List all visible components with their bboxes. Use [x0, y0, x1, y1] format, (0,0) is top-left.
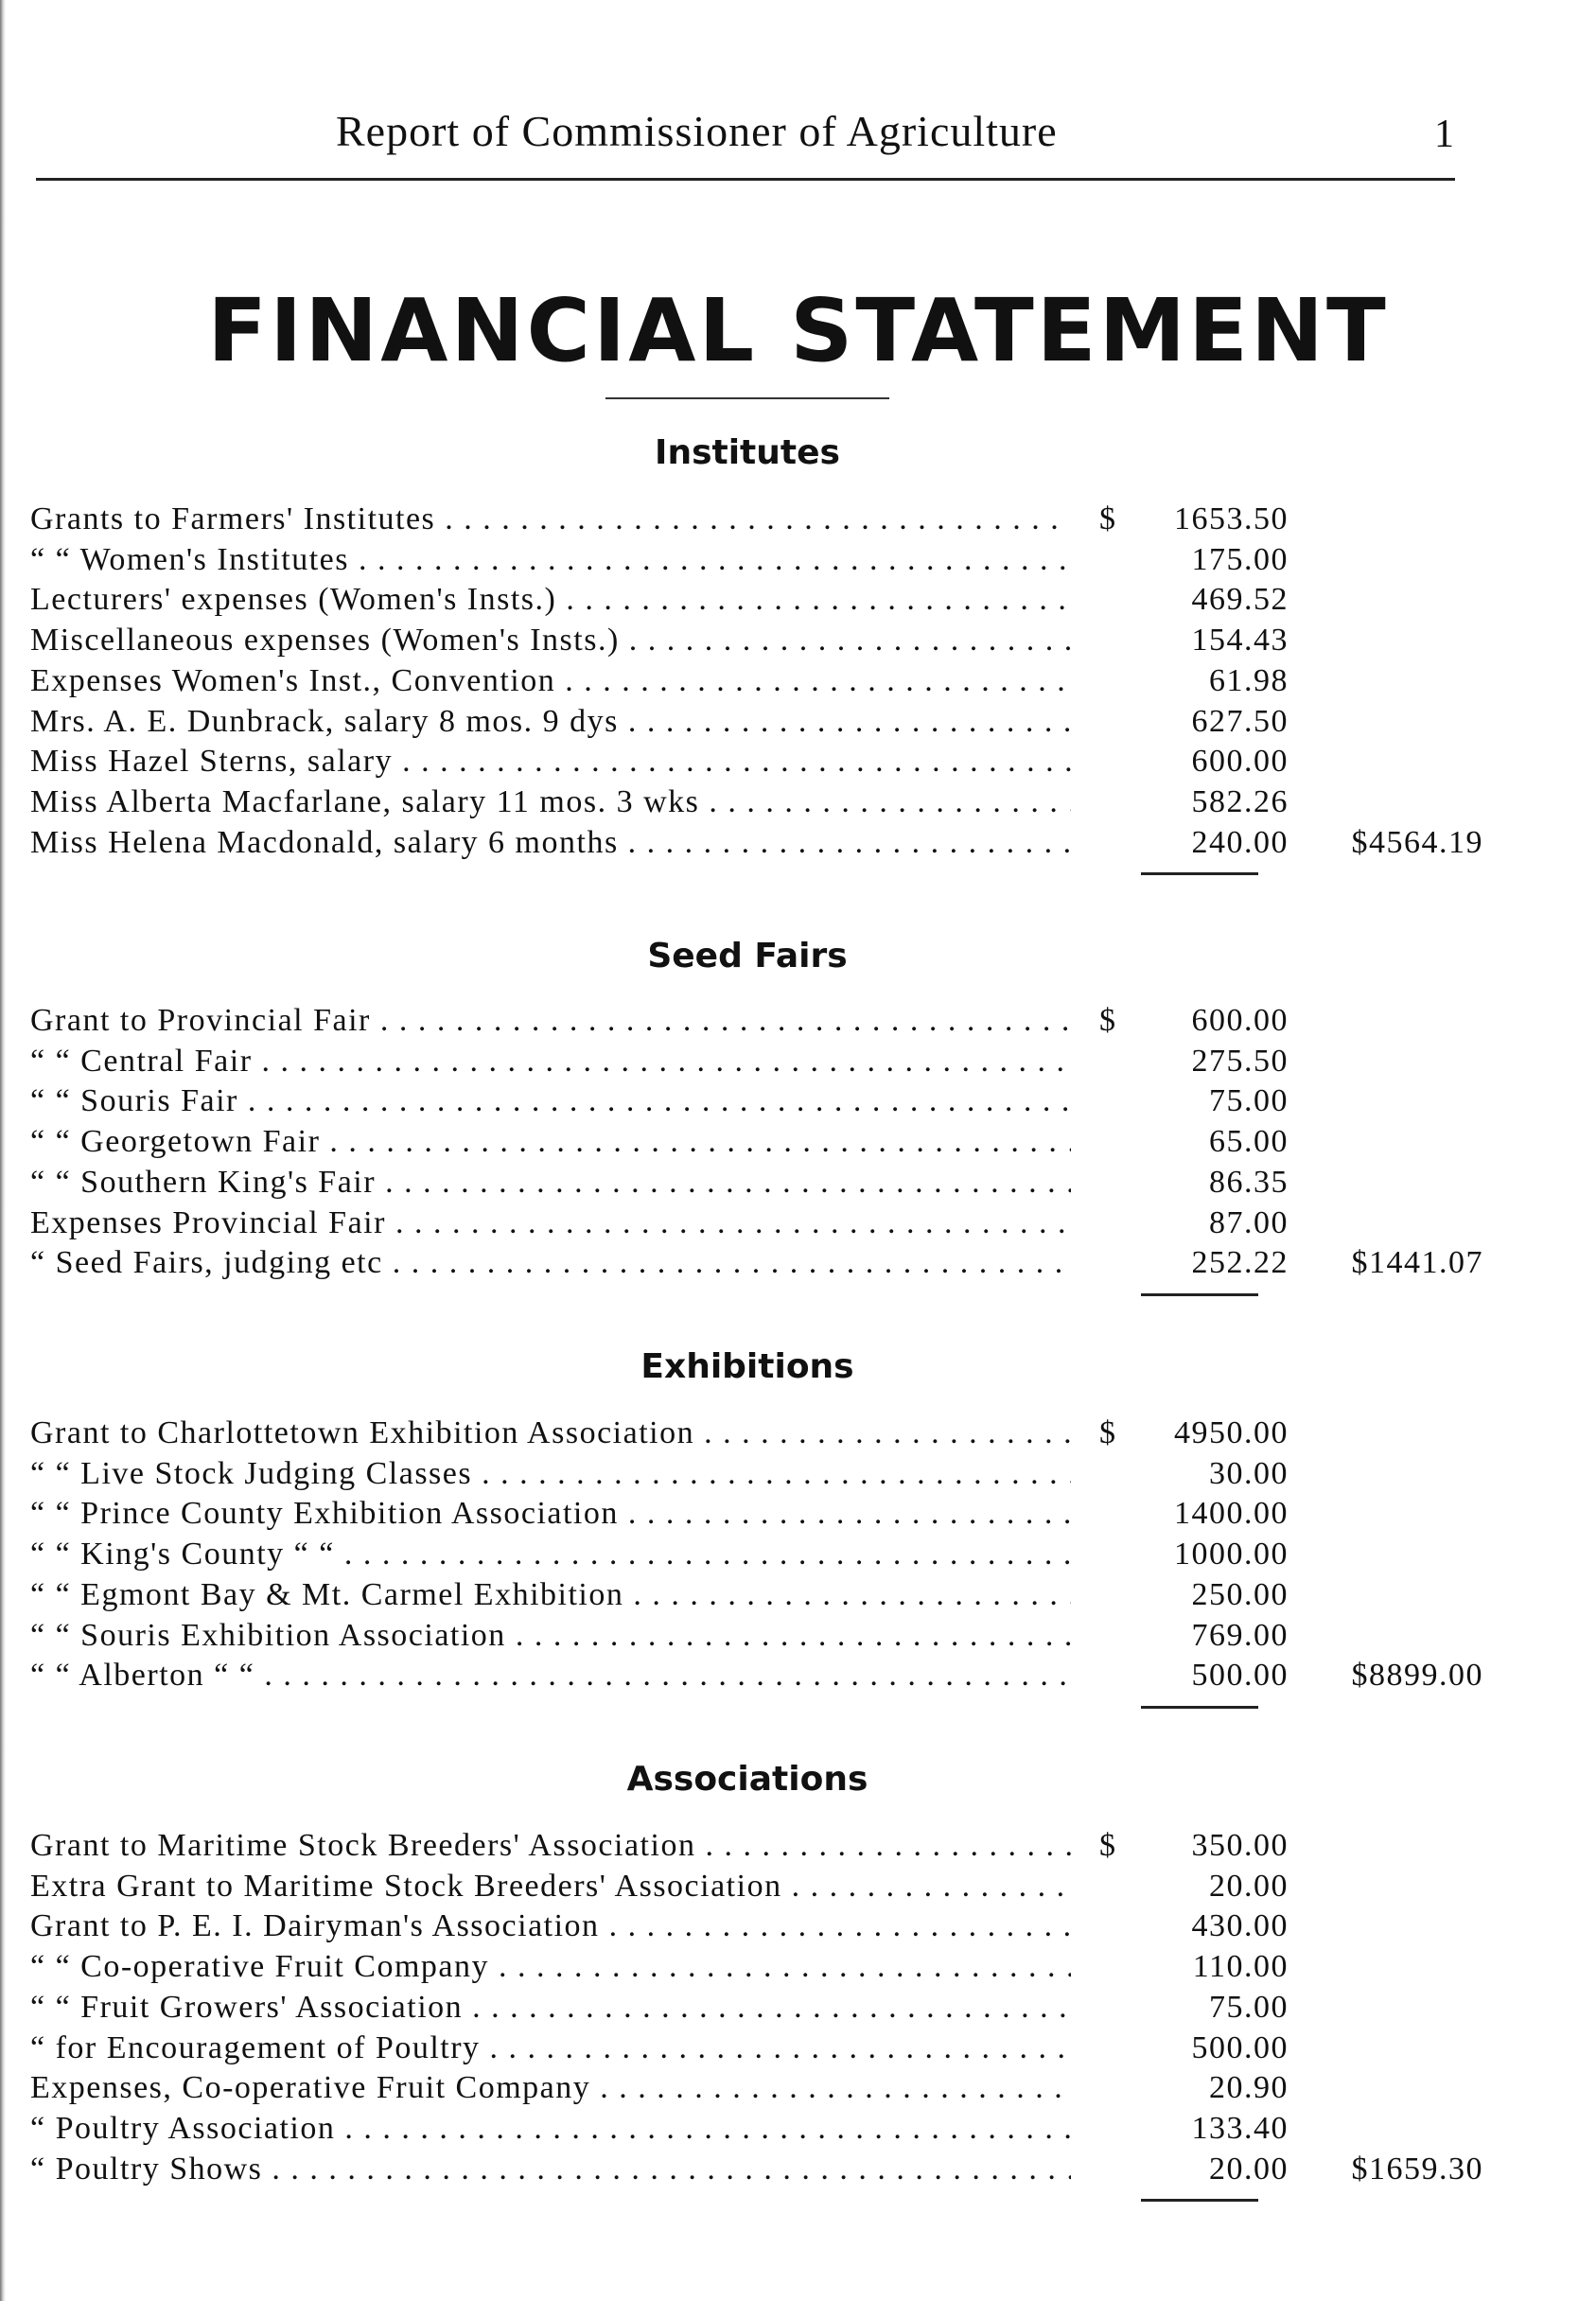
section-title: Institutes — [655, 433, 840, 472]
section-title: Exhibitions — [640, 1347, 854, 1386]
statement-row — [30, 823, 1483, 863]
currency-sign: $ — [1099, 501, 1117, 536]
subtotal-rule — [1141, 872, 1258, 875]
statement-row — [30, 1616, 1468, 1656]
row-amount: 61.98 — [1209, 663, 1289, 698]
subtotal-rule — [1141, 2199, 1258, 2202]
row-label: “ “ Georgetown Fair . . . — [30, 1122, 1071, 1162]
row-label: “ Poultry Association . . . — [30, 2109, 1071, 2149]
row-amount: 582.26 — [1191, 784, 1289, 819]
section-total: $4564.19 — [1351, 825, 1483, 860]
row-amount: 75.00 — [1209, 1083, 1289, 1118]
header-rule — [36, 178, 1455, 181]
row-amount: 87.00 — [1209, 1205, 1289, 1240]
row-amount: 154.43 — [1191, 623, 1289, 658]
statement-row — [30, 1081, 1468, 1121]
statement-row — [30, 1656, 1483, 1695]
statement-row — [30, 661, 1468, 701]
row-amount: 1400.00 — [1174, 1496, 1289, 1531]
subtotal-rule — [1141, 1293, 1258, 1296]
row-label: Lecturers' expenses (Women's Insts.) . . . — [30, 580, 1071, 620]
row-amount: 86.35 — [1209, 1165, 1289, 1200]
statement-row — [30, 1575, 1468, 1615]
statement-row — [30, 1454, 1468, 1494]
row-label: Miscellaneous expenses (Women's Insts.) . . . — [30, 621, 1071, 660]
row-amount: 4950.00 — [1174, 1415, 1289, 1450]
row-amount: 500.00 — [1191, 1658, 1289, 1693]
statement-row — [30, 1988, 1468, 2028]
row-label: “ “ Co-operative Fruit Company . . . — [30, 1947, 1071, 1987]
row-label: “ “ Egmont Bay & Mt. Carmel Exhibition . . . — [30, 1575, 1071, 1615]
row-amount: 30.00 — [1209, 1456, 1289, 1491]
row-label: Grants to Farmers' Institutes . . . — [30, 500, 1071, 539]
statement-row — [30, 1867, 1468, 1906]
row-label: Grant to Provincial Fair . . . — [30, 1001, 1071, 1041]
row-amount: 500.00 — [1191, 2030, 1289, 2065]
currency-sign: $ — [1099, 1003, 1117, 1038]
row-label: “ “ Souris Fair . . . — [30, 1081, 1071, 1121]
currency-sign: $ — [1099, 1828, 1117, 1863]
row-label: “ “ Souris Exhibition Association . . . — [30, 1616, 1071, 1656]
section-total: $1441.07 — [1351, 1245, 1483, 1280]
row-amount: 110.00 — [1192, 1949, 1289, 1984]
section-title: Associations — [626, 1760, 868, 1799]
row-amount: 627.50 — [1191, 704, 1289, 739]
row-amount: 469.52 — [1191, 582, 1289, 617]
row-label: Grant to P. E. I. Dairyman's Association . . . — [30, 1906, 1071, 1946]
row-label: “ “ Alberton “ “ . . . — [30, 1656, 1071, 1695]
statement-row — [30, 500, 1468, 539]
statement-row — [30, 1535, 1468, 1574]
row-label: Expenses Women's Inst., Convention . . . — [30, 661, 1071, 701]
statement-row — [30, 1414, 1468, 1453]
section-title: Seed Fairs — [647, 937, 848, 975]
statement-row — [30, 1494, 1468, 1534]
row-label: Expenses, Co-operative Fruit Company . . . — [30, 2068, 1071, 2108]
statement-row — [30, 1001, 1468, 1041]
row-amount: 20.00 — [1209, 2152, 1289, 2187]
row-amount: 600.00 — [1191, 1003, 1289, 1038]
row-label: Extra Grant to Maritime Stock Breeders' Association . . . — [30, 1867, 1071, 1906]
row-amount: 1000.00 — [1174, 1537, 1289, 1572]
row-label: “ “ Southern King's Fair . . . — [30, 1163, 1071, 1203]
row-amount: 430.00 — [1191, 1908, 1289, 1943]
statement-row — [30, 621, 1468, 660]
section-total: $8899.00 — [1351, 1658, 1483, 1693]
row-label: “ “ Fruit Growers' Association . . . — [30, 1988, 1071, 2028]
row-amount: 240.00 — [1191, 825, 1289, 860]
statement-row — [30, 2150, 1483, 2189]
row-amount: 133.40 — [1191, 2111, 1289, 2146]
subtotal-rule — [1141, 1706, 1258, 1709]
page-number: 1 — [1434, 113, 1454, 156]
statement-row — [30, 2068, 1468, 2108]
section-total: $1659.30 — [1351, 2152, 1483, 2187]
row-label: “ Seed Fairs, judging etc . . . — [30, 1243, 1071, 1283]
row-label: “ “ Live Stock Judging Classes . . . — [30, 1454, 1071, 1494]
row-amount: 250.00 — [1191, 1577, 1289, 1612]
row-amount: 600.00 — [1191, 744, 1289, 779]
row-label: “ “ King's County “ “ . . . — [30, 1535, 1071, 1574]
statement-row — [30, 2109, 1468, 2149]
title-rule — [605, 397, 889, 399]
row-label: Grant to Maritime Stock Breeders' Association . . . — [30, 1826, 1071, 1866]
row-label: “ for Encouragement of Poultry . . . — [30, 2029, 1071, 2068]
running-header: Report of Commissioner of Agriculture — [336, 107, 1058, 155]
row-label: “ “ Women's Institutes . . . — [30, 540, 1071, 580]
row-amount: 20.90 — [1209, 2070, 1289, 2105]
row-label: “ “ Prince County Exhibition Association . . . — [30, 1494, 1071, 1534]
row-amount: 350.00 — [1191, 1828, 1289, 1863]
currency-sign: $ — [1099, 1415, 1117, 1450]
statement-row — [30, 702, 1468, 742]
statement-row — [30, 1826, 1468, 1866]
statement-row — [30, 1122, 1468, 1162]
row-amount: 65.00 — [1209, 1124, 1289, 1159]
row-amount: 252.22 — [1191, 1245, 1289, 1280]
row-amount: 1653.50 — [1174, 501, 1289, 536]
row-label: Miss Helena Macdonald, salary 6 months . . . — [30, 823, 1071, 863]
statement-row — [30, 742, 1468, 782]
statement-row — [30, 1042, 1468, 1081]
page-title: FINANCIAL STATEMENT — [207, 280, 1389, 381]
row-amount: 75.00 — [1209, 1990, 1289, 2025]
statement-row — [30, 1203, 1468, 1243]
row-amount: 175.00 — [1191, 542, 1289, 577]
statement-row — [30, 2029, 1468, 2068]
statement-row — [30, 1906, 1468, 1946]
statement-row — [30, 1243, 1483, 1283]
row-label: Miss Hazel Sterns, salary . . . — [30, 742, 1071, 782]
row-amount: 20.00 — [1209, 1869, 1289, 1904]
row-label: “ “ Central Fair . . . — [30, 1042, 1071, 1081]
statement-row — [30, 540, 1468, 580]
row-label: Expenses Provincial Fair . . . — [30, 1203, 1071, 1243]
row-label: Miss Alberta Macfarlane, salary 11 mos. 3 wks . . . — [30, 782, 1071, 822]
statement-row — [30, 1947, 1468, 1987]
row-label: Grant to Charlottetown Exhibition Association . . . — [30, 1414, 1071, 1453]
statement-row — [30, 1163, 1468, 1203]
statement-row — [30, 782, 1468, 822]
row-label: “ Poultry Shows . . . — [30, 2150, 1071, 2189]
row-amount: 769.00 — [1191, 1618, 1289, 1653]
row-amount: 275.50 — [1191, 1044, 1289, 1079]
statement-row — [30, 580, 1468, 620]
row-label: Mrs. A. E. Dunbrack, salary 8 mos. 9 dys . . . — [30, 702, 1071, 742]
